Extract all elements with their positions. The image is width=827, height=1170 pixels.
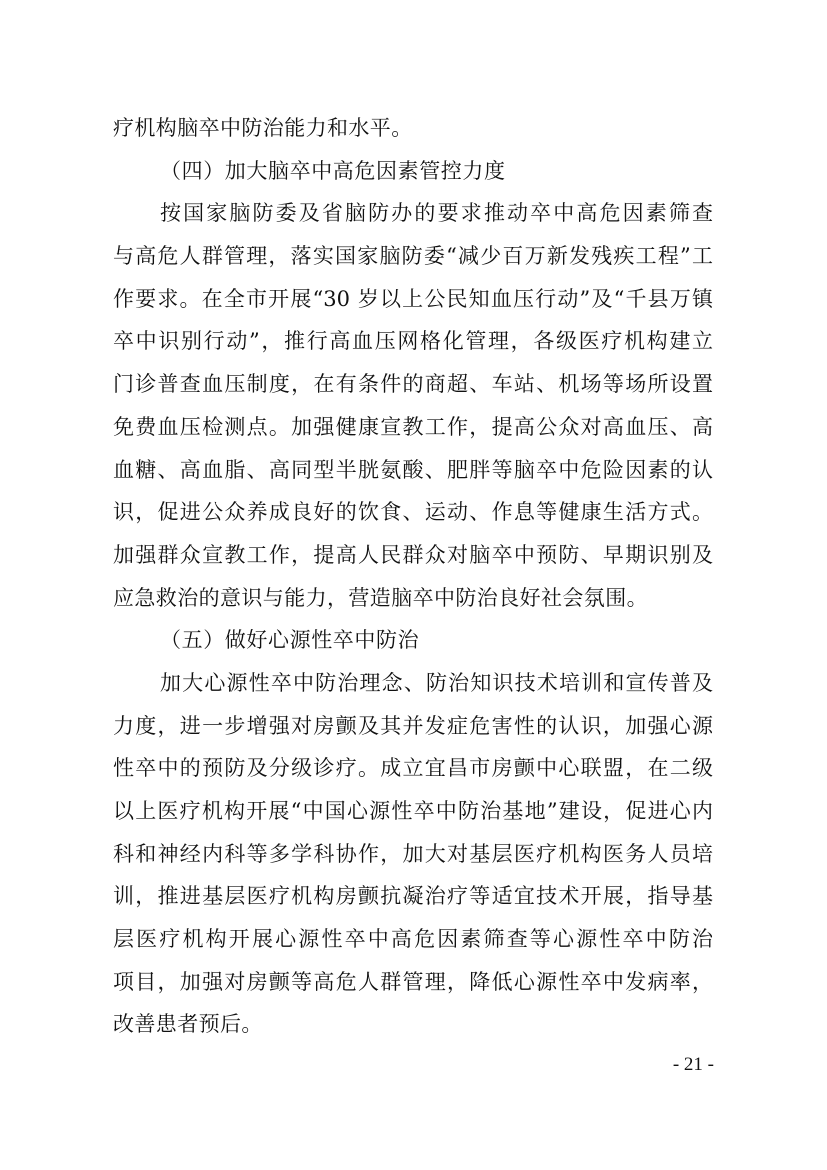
body-text-line: 科和神经内科等多学科协作，加大对基层医疗机构医务人员培 xyxy=(113,841,713,866)
body-text-line: 作要求。在全市开展“30 岁以上公民知血压行动”及“千县万镇 xyxy=(113,286,713,311)
body-text-line: 力度，进一步增强对房颤及其并发症危害性的认识，加强心源 xyxy=(113,713,713,738)
body-text-line: 加强群众宣教工作，提高人民群众对脑卒中预防、早期识别及 xyxy=(113,542,713,567)
body-text-line: 门诊普查血压制度，在有条件的商超、车站、机场等场所设置 xyxy=(113,372,713,397)
body-text-line: 层医疗机构开展心源性卒中高危因素筛查等心源性卒中防治 xyxy=(113,927,713,952)
section-heading-4: （四）加大脑卒中高危因素管控力度 xyxy=(160,158,506,183)
body-text-line: 血糖、高血脂、高同型半胱氨酸、肥胖等脑卒中危险因素的认 xyxy=(113,457,713,482)
document-body xyxy=(113,107,713,1046)
body-text-line: 项目，加强对房颤等高危人群管理，降低心源性卒中发病率， xyxy=(113,969,713,994)
section-4-paragraph xyxy=(113,192,713,619)
section-heading-5: （五）做好心源性卒中防治 xyxy=(160,628,420,653)
body-text-line: 训，推进基层医疗机构房颤抗凝治疗等适宜技术开展，指导基 xyxy=(113,884,713,909)
page-number: - 21 - xyxy=(672,1054,714,1075)
body-text-line: 以上医疗机构开展“中国心源性卒中防治基地”建设，促进心内 xyxy=(113,799,713,823)
section-5-paragraph xyxy=(113,662,713,1046)
body-text-line: 识，促进公众养成良好的饮食、运动、作息等健康生活方式。 xyxy=(113,500,713,525)
body-text-line: 应急救治的意识与能力，营造脑卒中防治良好社会氛围。 xyxy=(113,585,648,610)
body-text-line: 疗机构脑卒中防治能力和水平。 xyxy=(113,116,413,140)
body-text-line: 按国家脑防委及省脑防办的要求推动卒中高危因素筛查 xyxy=(160,201,713,226)
body-text-line: 免费血压检测点。加强健康宣教工作，提高公众对高血压、高 xyxy=(113,414,713,439)
continued-paragraph xyxy=(113,107,713,150)
body-text-line: 卒中识别行动”，推行高血压网格化管理，各级医疗机构建立 xyxy=(113,329,713,354)
body-text-line: 加大心源性卒中防治理念、防治知识技术培训和宣传普及 xyxy=(160,670,713,695)
body-text-line: 性卒中的预防及分级诊疗。成立宜昌市房颤中心联盟，在二级 xyxy=(113,756,713,781)
body-text-line: 与高危人群管理，落实国家脑防委“减少百万新发残疾工程”工 xyxy=(113,244,713,269)
body-text-line: 改善患者预后。 xyxy=(113,1012,263,1037)
